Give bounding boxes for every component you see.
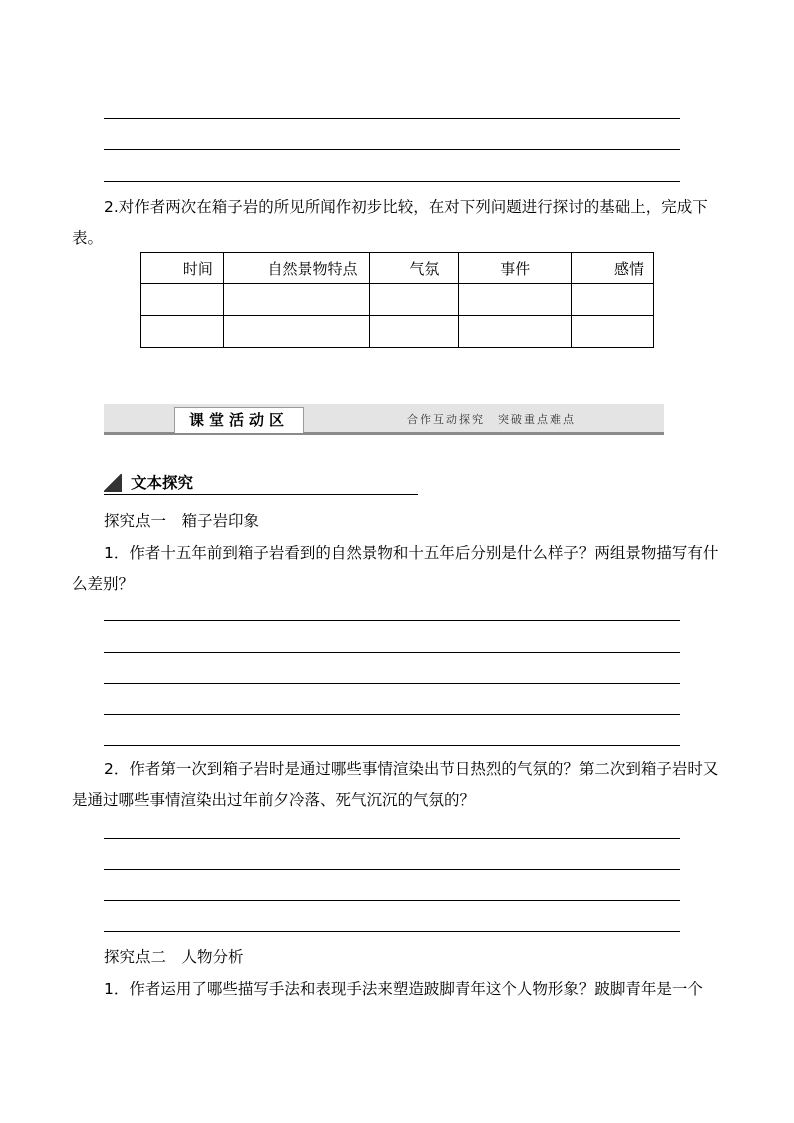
banner-subtitle: 合作互动探究 突破重点难点 (407, 413, 576, 426)
question-text: 2．作者第一次到箱子岩时是通过哪些事情渲染出节日热烈的气氛的？第二次到箱子岩时又是通过哪些事情渲染出过年前夕冷落、死气沉沉的气氛的？ (72, 760, 719, 809)
table-row (141, 316, 654, 348)
answer-line[interactable] (104, 620, 680, 621)
header-cell-atmosphere: 气氛 (369, 253, 459, 284)
answer-line[interactable] (104, 181, 680, 182)
banner-title: 课堂活动区 (174, 407, 304, 433)
point-two-question-1 (72, 974, 722, 1005)
table-cell[interactable] (572, 316, 654, 348)
section-title: 文本探究 (131, 474, 194, 492)
table-cell[interactable] (572, 284, 654, 316)
header-cell-scenery: 自然景物特点 (223, 253, 369, 284)
point-two-label: 探究点二 人物分析 (104, 948, 244, 966)
comparison-table (140, 252, 654, 348)
question-text: 1．作者运用了哪些描写手法和表现手法来塑造跛脚青年这个人物形象？跛脚青年是一个 (104, 980, 703, 998)
table-cell[interactable] (141, 284, 224, 316)
answer-line[interactable] (104, 683, 680, 684)
answer-line[interactable] (104, 652, 680, 653)
answer-line[interactable] (104, 745, 680, 746)
point-one-question-1 (72, 538, 722, 600)
question-text: 对作者两次在箱子岩的所见所闻作初步比较，在对下列问题进行探讨的基础上，完成下表。 (72, 198, 708, 247)
header-cell-emotion: 感情 (572, 253, 654, 284)
answer-line[interactable] (104, 149, 680, 150)
table-task-question (72, 192, 722, 254)
table-cell[interactable] (223, 284, 369, 316)
table-cell[interactable] (223, 316, 369, 348)
table-cell[interactable] (141, 316, 224, 348)
table-cell[interactable] (369, 316, 459, 348)
section-heading (104, 472, 418, 495)
triangle-corner-icon (104, 474, 122, 492)
table-cell[interactable] (369, 284, 459, 316)
table-cell[interactable] (459, 316, 572, 348)
section-banner (104, 404, 664, 435)
table-header-row (141, 253, 654, 284)
answer-line[interactable] (104, 838, 680, 839)
point-one-question-2 (72, 754, 722, 816)
answer-line[interactable] (104, 869, 680, 870)
table-row (141, 284, 654, 316)
answer-line[interactable] (104, 118, 680, 119)
answer-line[interactable] (104, 714, 680, 715)
header-cell-event: 事件 (459, 253, 572, 284)
question-text: 1．作者十五年前到箱子岩看到的自然景物和十五年后分别是什么样子？两组景物描写有什么差别？ (72, 544, 719, 593)
point-one-label: 探究点一 箱子岩印象 (104, 512, 260, 530)
table-cell[interactable] (459, 284, 572, 316)
header-cell-time: 时间 (141, 253, 224, 284)
question-number: 2. (104, 198, 119, 216)
answer-line[interactable] (104, 931, 680, 932)
answer-line[interactable] (104, 900, 680, 901)
